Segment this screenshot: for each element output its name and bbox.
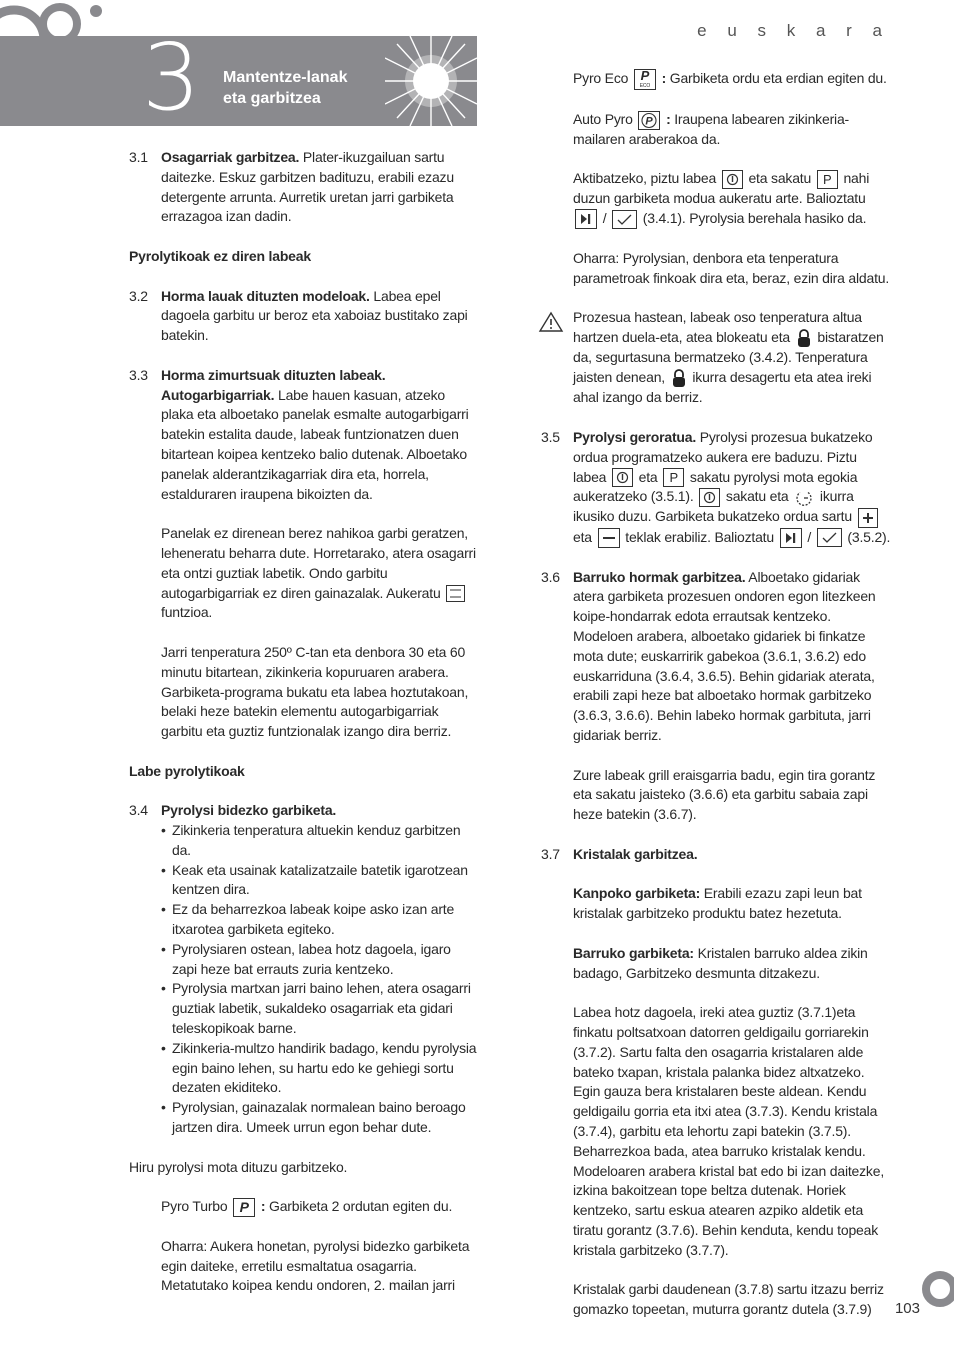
auto-pyro-line (541, 110, 893, 150)
check-icon (817, 528, 842, 547)
svg-text:P: P (645, 115, 653, 128)
section-text: Labea epel dagoela garbitu ur beroz eta xaboiaz bustitako zapi batekin. (161, 287, 468, 344)
section-text: eta (634, 468, 658, 485)
subheading-non-pyrolytic: Pyrolytikoak ez diren labeak (129, 247, 311, 264)
note-paragraph (541, 249, 893, 289)
activate-paragraph (541, 169, 893, 229)
paragraph: Kristalak garbi daudenean (3.7.8) sartu itzazu berriz gomazko topeetan, muturra gorantz dutela (3.7.9) (573, 1281, 884, 1318)
pyro-eco-icon (634, 69, 656, 90)
paragraph: Hiru pyrolysi mota dituzu garbitzeko. (129, 1158, 348, 1175)
warning-paragraph (541, 308, 893, 408)
section-number: 3.5 (541, 429, 560, 446)
section-number: 3.7 (541, 845, 560, 862)
pyro-turbo-text: Garbiketa 2 ordutan egiten du. (265, 1198, 453, 1215)
section-text: (3.5.2). (843, 528, 891, 545)
list-item: • Zikinkeria tenperatura altuekin kenduz garbitzen da. (161, 821, 479, 861)
decorative-circles (0, 0, 110, 40)
section-3-5 (541, 428, 893, 548)
section-title: Barruko hormak garbitzea. (573, 568, 746, 585)
section-text: sakatu eta (722, 488, 789, 505)
paragraph (541, 884, 893, 924)
play-pause-icon (575, 209, 597, 229)
paragraph-text: / (599, 209, 611, 226)
paragraph: Zure labeak grill eraisgarria badu, egin tira gorantz eta sakatu jaisteko (3.6.6) eta garbitu sabaia zapi heze batekin (3.6.7). (573, 766, 876, 823)
auto-pyro-label: Auto Pyro (573, 110, 633, 127)
icon-eco-text: ECO (639, 83, 651, 89)
paragraph-text: funtzioa. (161, 604, 213, 621)
section-number: 3.4 (129, 802, 148, 819)
section-text: eta (573, 528, 592, 545)
section-text: teklak erabiliz. Balioztatu (621, 528, 774, 545)
section-title: Horma lauak dituzten modeloak. (161, 287, 370, 304)
auto-pyro-icon (638, 111, 660, 130)
paragraph (129, 524, 479, 623)
chapter-title-line2: eta garbitzea (223, 90, 321, 107)
right-column (541, 69, 893, 1340)
colon: : (662, 110, 671, 127)
list-item: • Pyrolysian, gainazalak normalean baino beroago jartzen dira. Umeek urrun egon behar dute. (161, 1098, 479, 1138)
section-text: ikurra ikusiko duzu. Garbiketa bukatzeko ordua sartu (573, 488, 854, 525)
check-icon (612, 210, 637, 229)
paragraph: Jarri tenperatura 250º C-tan eta denbora 30 eta 60 minutu bitartean, zikinkeria kopuruaren arabera. Garbiketa-programa bukatu eta labea hoztutakoan, belaki heze batekin elementu autogarbigarriak garbitu eta guztiz funtzionalak izango dira berriz. (161, 643, 469, 740)
pyro-turbo-icon: P (233, 1198, 255, 1217)
p-key-icon: P (817, 170, 838, 189)
section-number: 3.3 (129, 366, 148, 383)
pyro-turbo-line (129, 1197, 479, 1217)
section-text: sakatu pyrolysi mota egokia aukeratzeko (3.5.1). (573, 468, 858, 505)
section-title: Pyrolysi geroratua. (573, 429, 697, 446)
sparkle-icon (385, 36, 477, 126)
power-icon (612, 468, 633, 487)
section-subtitle: Autogarbigarriak. (161, 386, 275, 403)
section-number: 3.1 (129, 149, 148, 165)
pyro-eco-line (541, 69, 893, 90)
paragraph-text: nahi duzun garbiketa modua aukeratu arte. Balioztatu (573, 170, 870, 206)
page-number: 103 (894, 1300, 920, 1317)
paragraph-text: Erabili ezazu zapi leun bat kristalak garbitzeko produktu batez hezetuta. (573, 885, 862, 922)
bullet-list (161, 821, 479, 1138)
power-icon (722, 170, 743, 189)
section-text: Plater-ikuzgailuan sartu daitezke. Eskuz garbitzen badituzu, erabili ezazu detergente arrunta. Aurretik uretan jarri garbiketa errazagoa izan dadin. (161, 149, 454, 225)
note-text: Aukera honetan, pyrolysi bidezko garbiketa egin daiteke, erretilu esmaltatua osagarria. Metatutako koipea kendu ondoren, 2. mailan jarri (161, 1237, 470, 1294)
warning-icon (538, 311, 564, 333)
paragraph-text: Panelak ez direnean berez nahikoa garbi geratzen, leheneratu beharra dute. Horretarako, atera osagarri eta ontzi guztiak labetik. Ondo garbitu autogarbigarriak ez diren gainazalak. Aukeratu (161, 525, 476, 601)
paragraph: Labea hotz dagoela, ireki atea guztiz (3.7.1)eta finkatu poltsatxoan datorren geldigailu gorriarekin (3.7.2). Sartu falta den osagarria kristalaren alde bateko txapan, kristala palanka bidez altxatzeko. Egin gauza bera kristalaren beste aldean. Kendu geldigailu gorria eta itxi atea (3.7.3). Kendu kristala (3.7.4), garbitu eta lehortu zapi batekin (3.7.5). Beharrezkoa bada, atea barruko kristalak kendu. Modeloaren arabera kristal bat edo bi izan daitezke, izkina bakoitzean tope beltza dutenak. Horiek kentzeko, sartu eskua atearen azpiko aldetik eta tiratu gorantz (3.7.6). Behin kenduta, kendu topeak kristala garbitzeko (3.7.7). (573, 1004, 885, 1258)
list-item: • Keak eta usainak katalizatzaile batetik igarotzean kentzen dira. (161, 861, 479, 901)
play-pause-icon (780, 528, 802, 548)
note-label: Oharra: (573, 249, 620, 266)
auto-pyro-text: Iraupena labearen zikinkeria-mailaren araberakoa da. (573, 110, 849, 147)
timer-icon (794, 489, 814, 507)
paragraph-text: eta sakatu (744, 170, 812, 187)
paragraph-text: Kristalen barruko aldea zikin badago, Garbitzeko desmunta ditzakezu. (573, 944, 868, 981)
section-text: Labe hauen kasuan, atzeko plaka eta alboetako panelak esmalte autogarbigarri batekin estalita daude, labeak funtzionatzen duen bitartean koipea kentzeko balio dutenak. Alboetako panelak alderantzikagarriak dira eta, horrela, estalduraren iraupena bikoizten da. (161, 386, 469, 502)
section-title: Pyrolysi bidezko garbiketa. (161, 802, 337, 819)
chapter-number: 3 (142, 24, 201, 131)
paragraph-label: Kanpoko garbiketa: (573, 885, 701, 902)
section-text: / (803, 528, 815, 545)
power-icon (699, 488, 720, 507)
icon-letter: P (640, 68, 650, 83)
p-key-icon: P (663, 468, 684, 487)
paragraph-text: Aktibatzeko, piztu labea (573, 170, 717, 187)
section-number: 3.2 (129, 287, 148, 304)
section-3-2 (129, 287, 479, 346)
list-item: • Pyrolysiaren ostean, labea hotz dagoela, igaro zapi heze bat errauts zuria kentzeko. (161, 940, 479, 980)
section-3-7 (541, 845, 893, 865)
lock-icon (671, 368, 687, 388)
colon: : (257, 1198, 266, 1215)
section-3-4 (129, 801, 479, 1138)
section-title: Kristalak garbitzea. (573, 845, 698, 862)
section-text: Pyrolysi prozesua bukatzeko ordua programatzeko aukera ere baduzu. Piztu labea (573, 429, 873, 485)
language-label: e u s k a r a (697, 21, 890, 40)
section-title: Horma zimurtsuak dituzten labeak. (161, 366, 386, 383)
pyro-eco-label: Pyro Eco (573, 70, 629, 87)
section-title: Osagarriak garbitzea. (161, 149, 300, 165)
note-paragraph (129, 1237, 479, 1296)
section-number: 3.6 (541, 568, 560, 585)
pyro-eco-text: Garbiketa ordu eta erdian egiten du. (666, 70, 887, 87)
decorative-circle (918, 1270, 954, 1310)
grill-function-icon (446, 585, 465, 602)
subheading-pyrolytic: Labe pyrolytikoak (129, 762, 245, 779)
section-3-3 (129, 366, 479, 505)
chapter-header (0, 24, 477, 131)
minus-icon (598, 528, 620, 548)
pyro-turbo-label: Pyro Turbo (161, 1198, 228, 1215)
list-item: • Zikinkeria-multzo handirik badago, kendu pyrolysia egin baino lehen, su hartu edo ke gehiegi sortu dezaten ekiditeko. (161, 1039, 479, 1098)
paragraph-text: (3.4.1). Pyrolysia berehala hasiko da. (639, 209, 867, 226)
section-3-1 (129, 148, 479, 227)
colon: : (657, 70, 667, 87)
note-label: Oharra: (161, 1237, 208, 1254)
paragraph-text: bistaratzen da, segurtasuna bermatzeko (3.4.2). Tenperatura jaisten denean, (573, 329, 884, 386)
note-text: Pyrolysian, denbora eta tenperatura parametroak finkoak dira eta, beraz, ezin dira aldatu. (573, 249, 890, 286)
paragraph-text: ikurra desagertu eta atea ireki ahal izango da berriz. (573, 369, 872, 406)
list-item: • Pyrolysia martxan jarri baino lehen, atera osagarri guztiak labetik, sukaldeko osagarriak eta gidari teleskopikoak barne. (161, 979, 479, 1038)
paragraph-label: Barruko garbiketa: (573, 944, 694, 961)
chapter-title-line1: Mantentze-lanak (223, 69, 348, 86)
paragraph (541, 944, 893, 984)
lock-icon (796, 328, 812, 348)
plus-icon (858, 508, 878, 528)
paragraph-text: Prozesua hastean, labeak oso tenperatura altua hartzen duela-eta, atea blokeatu eta (573, 309, 862, 346)
left-column (129, 148, 479, 1296)
section-3-6 (541, 568, 893, 746)
section-text: Alboetako gidariak atera garbiketa prozesuen ondoren egon litezkeen koipe-hondarrak edota errautsak kentzeko. Modeloen arabera, alboetako gidariek bi finkatze mota dute; euskarririk gabekoa (3.6.1, 3.6.2) edo euskarriduna (3.6.4, 3.6.5). Behin gidariak aterata, erabili zapi heze bat alboetako hormak garbitzeko (3.6.3, 3.6.6). Behin labeko hormak garbituta, jarri gidariak berriz. (573, 568, 876, 743)
list-item: • Ez da beharrezkoa labeak koipe asko izan arte itxarotea garbiketa egiteko. (161, 900, 479, 940)
chapter-title (223, 67, 347, 109)
